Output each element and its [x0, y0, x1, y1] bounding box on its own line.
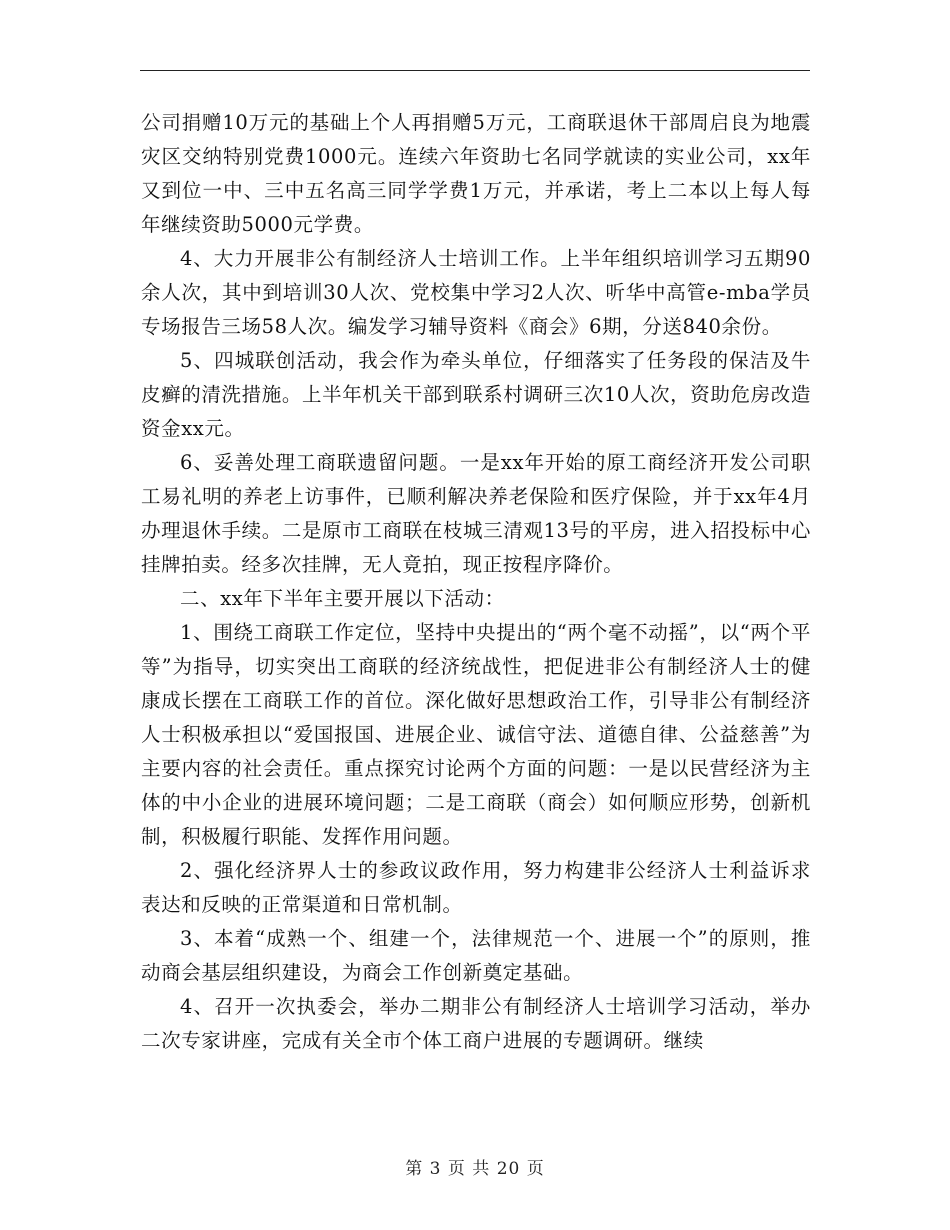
- body-paragraph: 1、围绕工商联工作定位，坚持中央提出的“两个毫不动摇”，以“两个平等”为指导，切实突出工商联的经济统战性，把促进非公有制经济人士的健康成长摆在工商联工作的首位。深化做好思想政治工作，引导非公有制经济人士积极承担以“爱国报国、进展企业、诚信守法、道德自律、公益慈善”为主要内容的社会责任。重点探究讨论两个方面的问题：一是以民营经济为主体的中小企业的进展环境问题；二是工商联（商会）如何顺应形势，创新机制，积极履行职能、发挥作用问题。: [141, 621, 811, 848]
- body-paragraph: 3、本着“成熟一个、组建一个，法律规范一个、进展一个”的原则，推动商会基层组织建设，为商会工作创新奠定基础。: [141, 927, 811, 984]
- header-divider: [140, 70, 810, 71]
- body-paragraph: 4、召开一次执委会，举办二期非公有制经济人士培训学习活动，举办二次专家讲座，完成有关全市个体工商户进展的专题调研。继续: [141, 995, 811, 1052]
- body-paragraph: 5、四城联创活动，我会作为牵头单位，仔细落实了任务段的保洁及牛皮癣的清洗措施。上半年机关干部到联系村调研三次10人次，资助危房改造资金xx元。: [141, 349, 811, 440]
- body-paragraph: 2、强化经济界人士的参政议政作用，努力构建非公经济人士利益诉求表达和反映的正常渠道和日常机制。: [141, 859, 811, 916]
- body-paragraph: 公司捐赠10万元的基础上个人再捐赠5万元，工商联退休干部周启良为地震灾区交纳特别党费1000元。连续六年资助七名同学就读的实业公司，xx年又到位一中、三中五名高三同学学费1万元，并承诺，考上二本以上每人每年继续资助5000元学费。: [141, 111, 811, 236]
- document-body: [141, 106, 811, 1058]
- section-heading: 二、xx年下半年主要开展以下活动：: [180, 587, 505, 610]
- body-paragraph: 6、妥善处理工商联遗留问题。一是xx年开始的原工商经济开发公司职工易礼明的养老上访事件，已顺利解决养老保险和医疗保险，并于xx年4月办理退休手续。二是原市工商联在枝城三清观13号的平房，进入招投标中心挂牌拍卖。经多次挂牌，无人竟拍，现正按程序降价。: [141, 451, 811, 576]
- page-number-footer: 第 3 页 共 20 页: [405, 1159, 545, 1179]
- body-paragraph: 4、大力开展非公有制经济人士培训工作。上半年组织培训学习五期90余人次，其中到培训30人次、党校集中学习2人次、听华中高管e-mba学员专场报告三场58人次。编发学习辅导资料《商会》6期，分送840余份。: [141, 247, 811, 338]
